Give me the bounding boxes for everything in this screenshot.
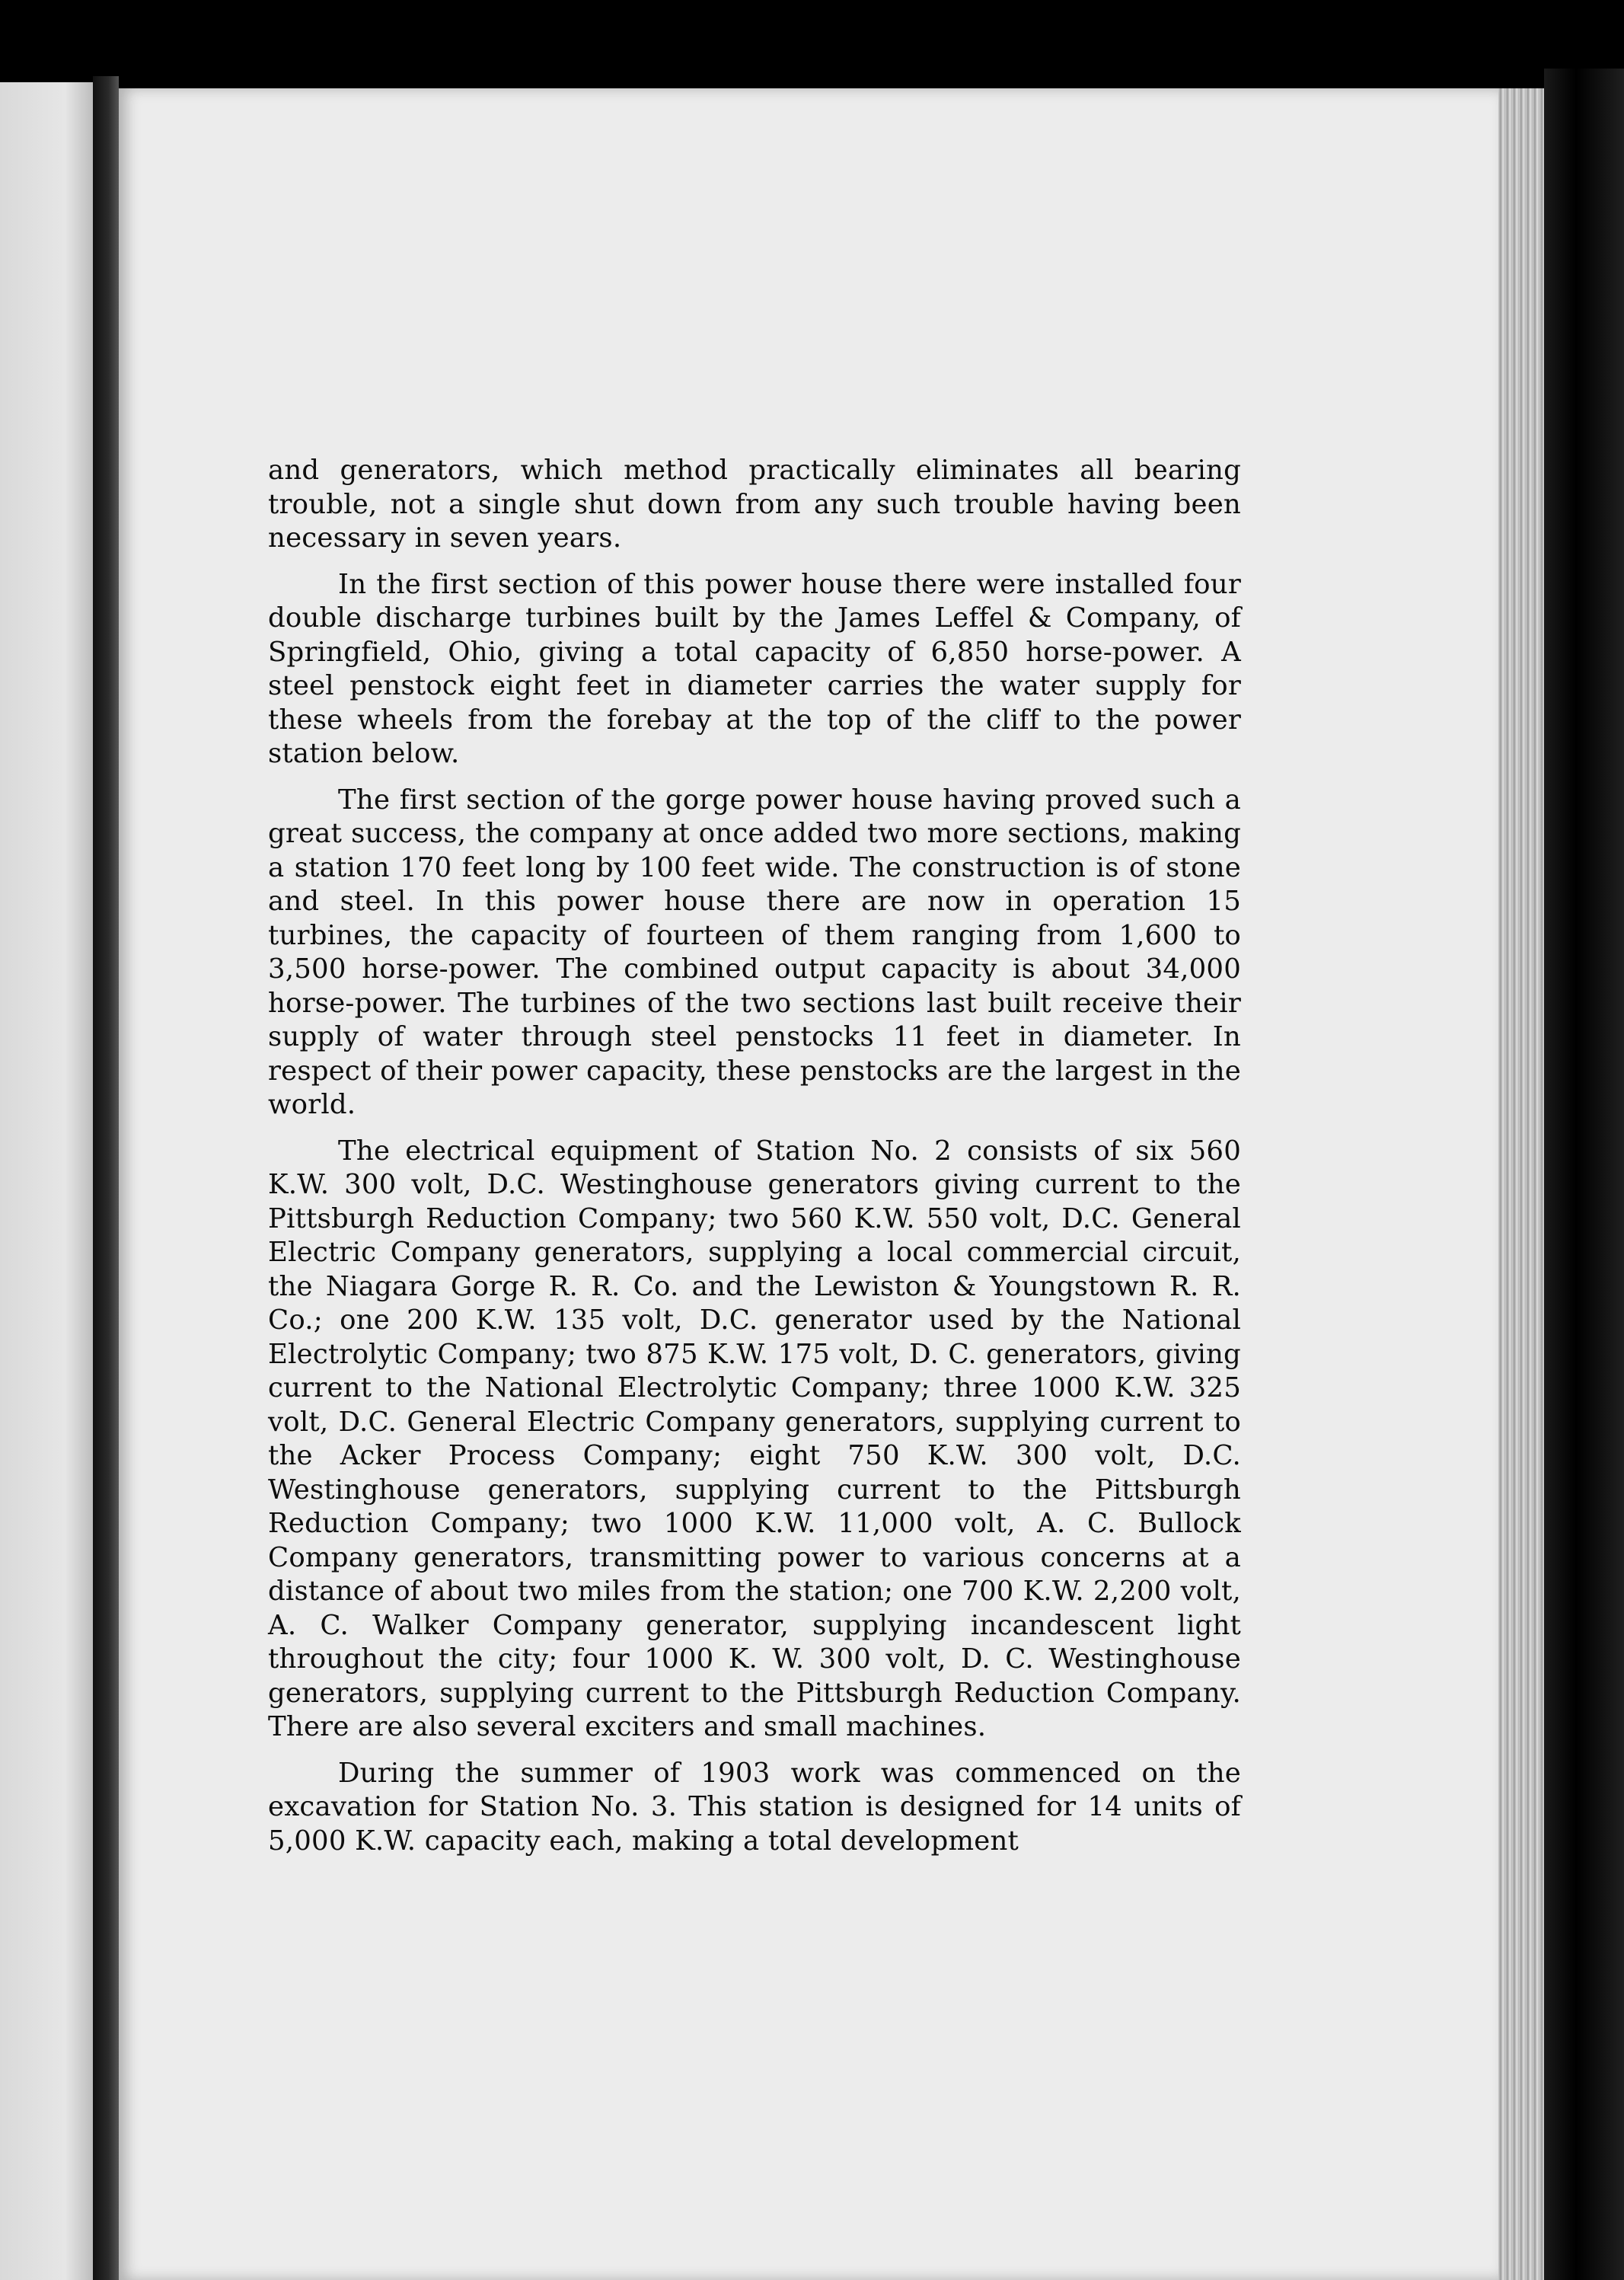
page-stack-edge (1498, 88, 1544, 2280)
facing-page-edge (0, 82, 93, 2280)
paragraph: In the first section of this power house there were installed four double discharge turbines built by the James Leffel & Company, of Springfield, Ohio, giving a total capacity of 6,850 horse-power. A steel penstock eight feet in diameter carries the water supply for these wheels from the forebay at the top of the cliff to the power station below. (268, 568, 1241, 769)
scan-border (1544, 69, 1624, 2280)
paragraph: The first section of the gorge power house having proved such a great success, the company at once added two more sections, making a station 170 feet long by 100 feet wide. The construction is of stone and steel. In this power house there are now in operation 15 turbines, the capacity of fourteen of them ranging from 1,600 to 3,500 horse-power. The combined output capacity is about 34,000 horse-power. The turbines of the two sections last built receive their supply of water through steel penstocks 11 feet in diameter. In respect of their power capacity, these penstocks are the largest in the world. (268, 784, 1241, 1120)
paragraph: and generators, which method practically eliminates all bearing trouble, not a single shut down from any such trouble having been necessary in seven years. (268, 455, 1241, 554)
paragraph: During the summer of 1903 work was commenced on the excavation for Station No. 3. This station is designed for 14 units of 5,000 K.W. capacity each, making a total development (268, 1757, 1241, 1857)
body-text (268, 454, 1241, 1858)
paragraph: The electrical equipment of Station No. 2 consists of six 560 K.W. 300 volt, D.C. Westinghouse generators giving current to the Pittsburgh Reduction Company; two 560 K.W. 550 volt, D.C. General Electric Company generators, supplying a local commercial circuit, the Niagara Gorge R. R. Co. and the Lewiston & Youngstown R. R. Co.; one 200 K.W. 135 volt, D.C. generator used by the National Electrolytic Company; two 875 K.W. 175 volt, D. C. generators, giving current to the National Electrolytic Company; three 1000 K.W. 325 volt, D.C. General Electric Company generators, supplying current to the Acker Process Company; eight 750 K.W. 300 volt, D.C. Westinghouse generators, supplying current to the Pittsburgh Reduction Company; two 1000 K.W. 11,000 volt, A. C. Bullock Company generators, transmitting power to various concerns at a distance of about two miles from the station; one 700 K.W. 2,200 volt, A. C. Walker Company generator, supplying incandescent light throughout the city; four 1000 K. W. 300 volt, D. C. Westinghouse generators, supplying current to the Pittsburgh Reduction Company. There are also several exciters and small machines. (268, 1135, 1241, 1742)
book-gutter (93, 76, 119, 2280)
